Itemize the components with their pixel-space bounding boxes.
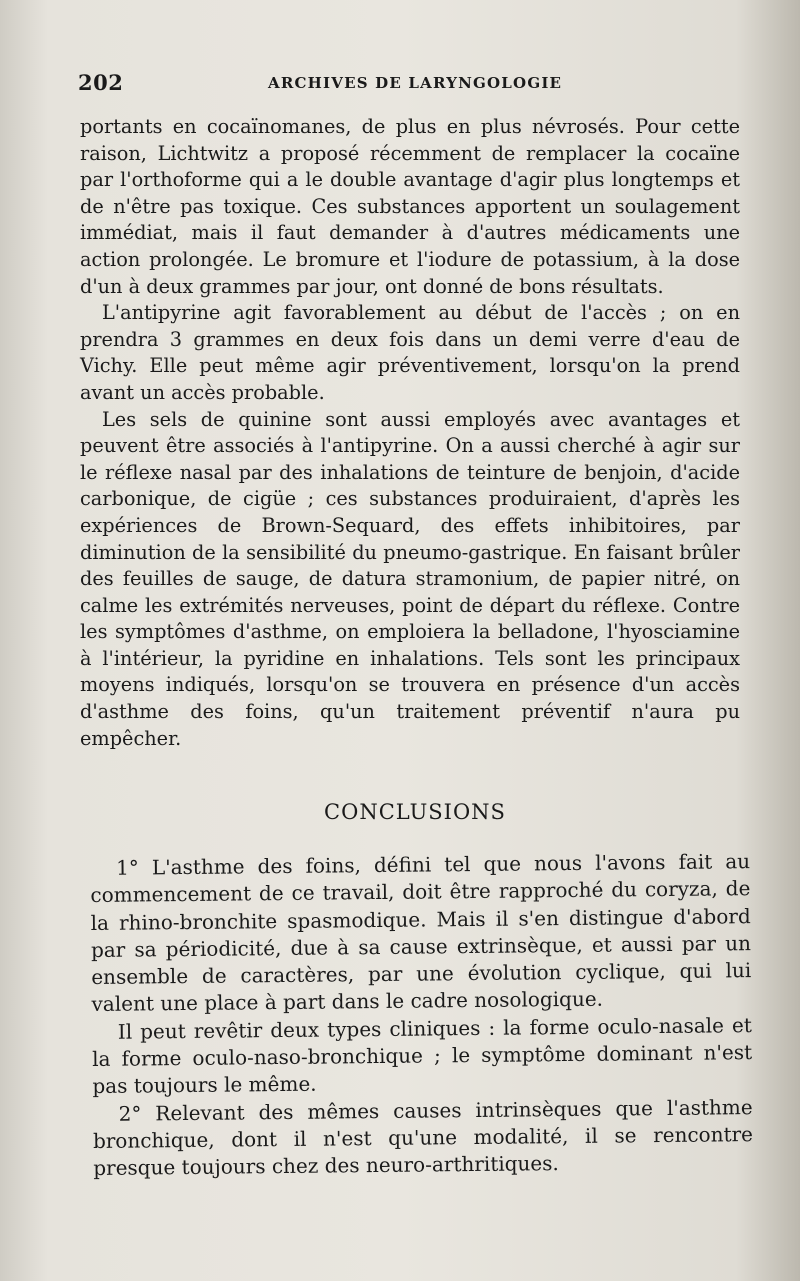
paragraph-continued: portants en cocaïnomanes, de plus en plus névrosés. Pour cette raison, Lichtwitz a proposé récemment de remplacer la cocaïne par l'orthoforme qui a le double avantage d'agir plus longtemps et de n'être pas toxique. Ces substances apportent un soulagement immédiat, mais il faut demander à d'autres médicaments une action prolongée. Le bromure et l'iodure de potassium, à la dose d'un à deux grammes par jour, ont donné de bons résultats. <box>80 115 740 298</box>
journal-title: ARCHIVES DE LARYNGOLOGIE <box>268 74 563 92</box>
conclusion-2: 2° Relevant des mêmes causes intrinsèques que l'asthme bronchique, dont il n'est qu'une modalité, il se rencontre presque toujours chez des neuro-arthritiques. <box>92 1094 754 1181</box>
running-head <box>78 70 758 100</box>
conclusion-1-types: Il peut revêtir deux types cliniques : la forme oculo-nasale et la forme oculo-naso-bronchique ; le symptôme dominant n'est pas toujours le même. <box>92 1012 753 1099</box>
conclusion-1: 1° L'asthme des foins, défini tel que nous l'avons fait au commencement de ce travail, doit être rapproché du coryza, de la rhino-bronchite spasmodique. Mais il s'en distingue d'abord par sa périodicité, due à sa cause extrinsèque, et aussi par un ensemble de caractères, par une évolution cyclique, qui lui valent une place à part dans le cadre nosologique. <box>90 849 752 1017</box>
body-text <box>80 114 740 752</box>
page-number: 202 <box>78 70 124 95</box>
paragraph-antipyrine: L'antipyrine agit favorablement au début de l'accès ; on en prendra 3 grammes en deux fois dans un demi verre d'eau de Vichy. Elle peut même agir préventivement, lorsqu'on la prend avant un accès probable. <box>80 301 740 404</box>
conclusions-text <box>90 848 753 1182</box>
paragraph-quinine: Les sels de quinine sont aussi employés avec avantages et peuvent être associés à l'antipyrine. On a aussi cherché à agir sur le réflexe nasal par des inhalations de teinture de benjoin, d'acide carbonique, de cigüe ; ces substances produiraient, d'après les expériences de Brown-Sequard, des effets inhibitoires, par diminution de la sensibilité du pneumo-gastrique. En faisant brûler des feuilles de sauge, de datura stramonium, de papier nitré, on calme les extrémités nerveuses, point de départ du réflexe. Contre les symptômes d'asthme, on emploiera la belladone, l'hyosciamine à l'intérieur, la pyridine en inhalations. Tels sont les principaux moyens indiqués, lorsqu'on se trouvera en présence d'un accès d'asthme des foins, qu'un traitement préventif n'aura pu empêcher. <box>80 407 740 750</box>
section-heading: CONCLUSIONS <box>324 800 506 824</box>
